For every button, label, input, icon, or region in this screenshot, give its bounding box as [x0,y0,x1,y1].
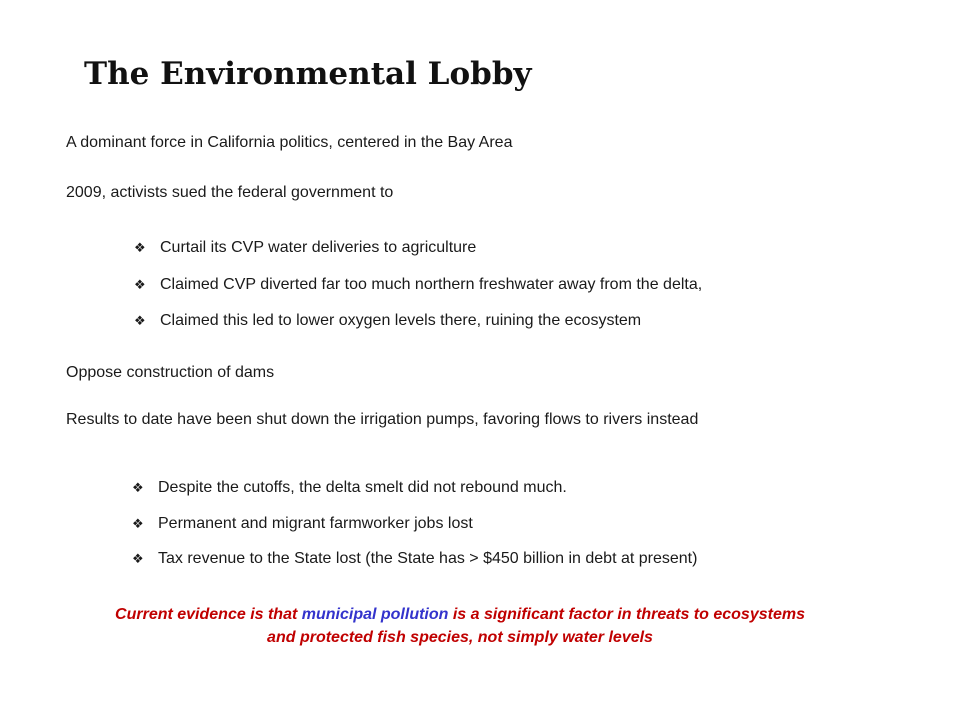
paragraph-oppose-dams: Oppose construction of dams [66,364,275,381]
bullet-item [134,239,476,257]
conclusion-text-start: Current evidence is that [115,606,302,623]
bullet-text: Permanent and migrant farmworker jobs lost [158,515,473,532]
diamond-bullet-icon: ❖ [132,480,144,495]
conclusion-text-end: is a significant factor in threats to ecosystems [448,606,805,623]
bullet-item [134,312,641,330]
bullet-text: Despite the cutoffs, the delta smelt did not rebound much. [158,479,567,496]
conclusion-line-1 [60,603,860,626]
bullet-item [134,276,702,294]
diamond-bullet-icon: ❖ [134,313,146,328]
paragraph-dominant-force: A dominant force in California politics, centered in the Bay Area [66,134,513,151]
bullet-item [132,515,473,533]
paragraph-2009-lawsuit: 2009, activists sued the federal government to [66,184,394,201]
bullet-item [132,479,567,497]
conclusion-line-2: and protected fish species, not simply water levels [267,629,653,646]
bullet-text: Curtail its CVP water deliveries to agriculture [160,239,477,256]
conclusion-highlight: municipal pollution [301,606,449,623]
diamond-bullet-icon: ❖ [134,240,146,255]
bullet-text: Claimed this led to lower oxygen levels there, ruining the ecosystem [160,312,642,329]
slide-title: The Environmental Lobby [84,56,532,92]
bullet-item [132,550,697,568]
diamond-bullet-icon: ❖ [134,277,146,292]
conclusion-note [60,603,860,649]
bullet-text: Claimed CVP diverted far too much northern freshwater away from the delta, [160,276,703,293]
bullet-text: Tax revenue to the State lost (the State has > $450 billion in debt at present) [158,550,698,567]
paragraph-results: Results to date have been shut down the irrigation pumps, favoring flows to rivers instead [66,411,699,428]
diamond-bullet-icon: ❖ [132,516,144,531]
diamond-bullet-icon: ❖ [132,551,144,566]
